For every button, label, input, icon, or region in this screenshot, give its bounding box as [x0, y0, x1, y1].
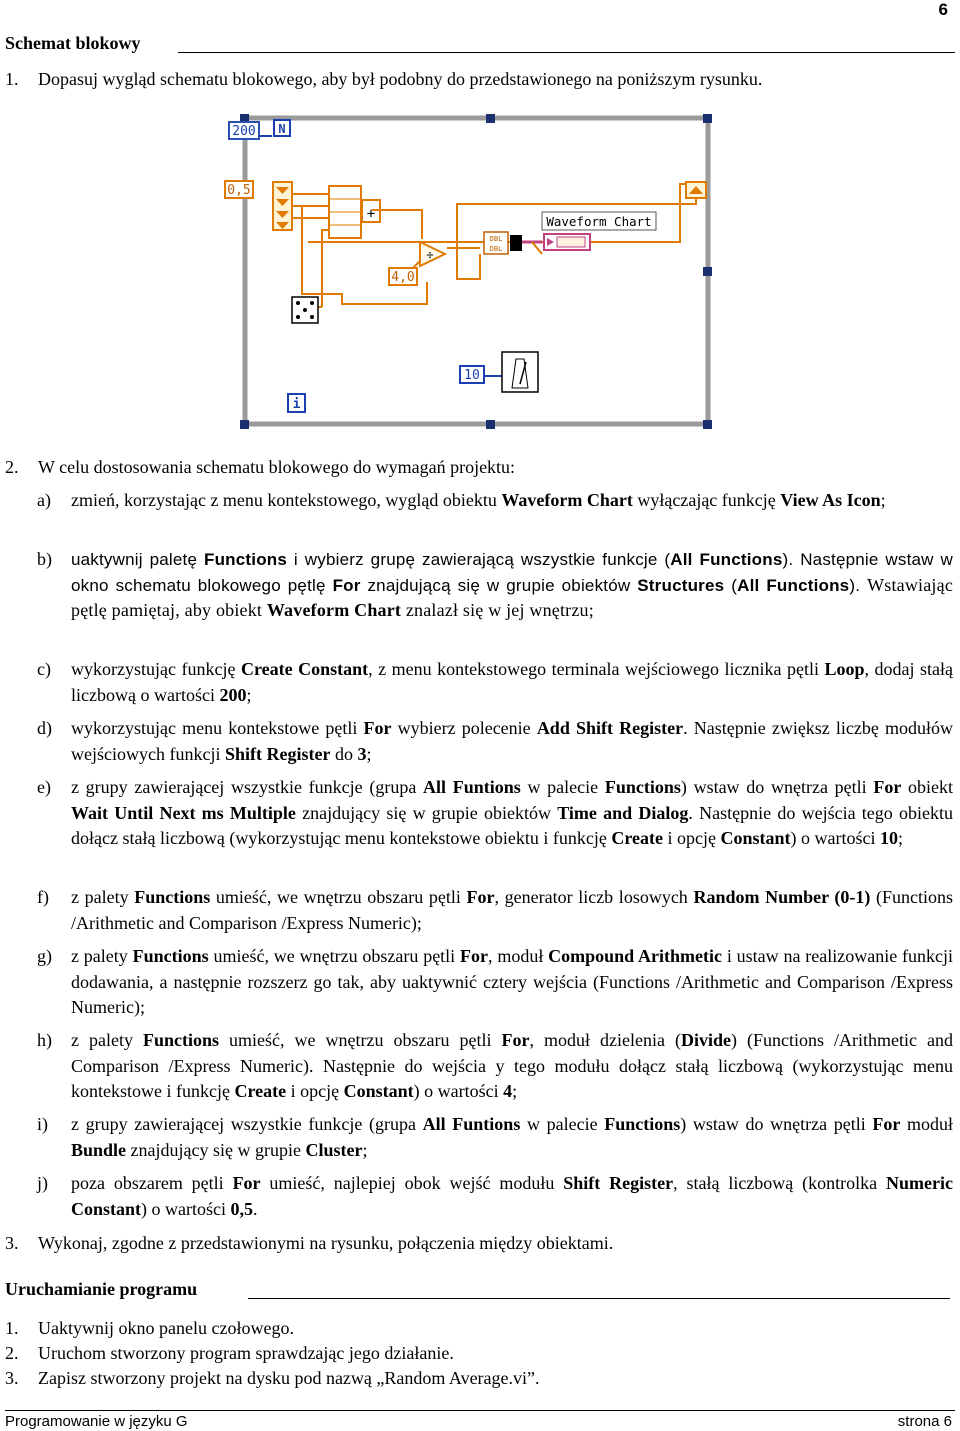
item3-text: Wykonaj, zgodne z przedstawionymi na rysunku, połączenia między obiektami. [38, 1233, 614, 1253]
page-number: 6 [938, 0, 948, 19]
random-number-node [292, 297, 318, 323]
divide-node [420, 242, 445, 266]
item1-text: Dopasuj wygląd schematu blokowego, aby był podobny do przedstawionego na poniższym rysunku. [38, 69, 763, 89]
footer-rule [5, 1410, 955, 1411]
loop-count-label: N [278, 122, 286, 136]
shift-register-left [273, 182, 292, 230]
waveform-chart-label: Waveform Chart [546, 214, 652, 229]
const-10-label: 10 [464, 368, 480, 383]
footer-title: Programowanie w języku G [5, 1413, 188, 1430]
item2j-label: j) [37, 1173, 48, 1193]
step-text: Uaktywnij okno panelu czołowego. [38, 1318, 294, 1338]
item2h-label: h) [37, 1030, 52, 1050]
item2-intro: W celu dostosowania schematu blokowego do wymagań projektu: [38, 457, 516, 477]
section-title-uruchamianie: Uruchamianie programu [5, 1279, 198, 1299]
item2d-label: d) [37, 718, 52, 738]
svg-text:÷: ÷ [426, 248, 434, 262]
step-text: Zapisz stworzony projekt na dysku pod nazwą „Random Average.vi”. [38, 1368, 540, 1388]
item3-number: 3. [5, 1233, 19, 1253]
item2b-text: uaktywnij paletę Functions i wybierz grupę zawierającą wszystkie funkcje (All Functions). Następnie wstaw w okno schematu blokowego pętlę For znajdującą się w grupie obiektów Structures (All Functions). Wstawiając pętlę pamiętaj, aby obiekt Waveform Chart znalazł się w jej wnętrzu; [71, 550, 954, 620]
section-title-schemat: Schemat blokowy [5, 33, 141, 53]
section-rule [248, 1298, 950, 1299]
step-number: 3. [5, 1368, 19, 1388]
item2a-label: a) [37, 490, 51, 510]
compound-arithmetic-node [329, 186, 380, 238]
svg-text:DBL: DBL [489, 235, 503, 243]
item2f-text: z palety Functions umieść, we wnętrzu obszaru pętli For, generator liczb losowych Random Number (0-1) (Functions /Arithmetic and Comparison /Express Numeric); [71, 887, 954, 933]
item2a-text: zmień, korzystając z menu kontekstowego, wygląd obiektu Waveform Chart wyłączając funkcję View As Icon; [71, 490, 886, 510]
footer-page: strona 6 [897, 1413, 952, 1430]
item2c-text: wykorzystując funkcję Create Constant, z menu kontekstowego terminala wejściowego licznika pętli Loop, dodaj stałą liczbową o wartości 200; [71, 659, 953, 705]
loop-iteration-label: i [292, 397, 301, 412]
item2c-label: c) [37, 659, 51, 679]
block-diagram-figure [222, 114, 712, 432]
shift-register-right [686, 182, 706, 198]
item2i-text: z grupy zawierającej wszystkie funkcje (grupa All Funtions w palecie Functions) wstaw do wnętrza pętli For moduł Bundle znajdujący się w grupie Cluster; [71, 1114, 954, 1160]
item2e-text: z grupy zawierającej wszystkie funkcje (grupa All Funtions w palecie Functions) wstaw do wnętrza pętli For obiekt Wait Until Next ms Multiple znajdujący się w grupie obiektów Time and Dialog. Następnie do wejścia tego obiektu dołącz stałą liczbową (wykorzystując menu kontekstowe obiektu i funkcję Create i opcję Constant) o wartości 10; [71, 777, 954, 848]
item2b-label: b) [37, 549, 52, 569]
item2e-label: e) [37, 777, 51, 797]
wait-metronome-node [502, 352, 538, 392]
item2g-label: g) [37, 946, 52, 966]
item2-number: 2. [5, 457, 19, 477]
section-rule [178, 52, 955, 53]
bundle-node [484, 232, 522, 254]
const-05-label: 0,5 [227, 183, 251, 198]
svg-text:DBL: DBL [489, 245, 503, 253]
svg-text:+: + [366, 206, 376, 222]
step-text: Uruchom stworzony program sprawdzając jego działanie. [38, 1343, 454, 1363]
item2j-text: poza obszarem pętli For umieść, najlepiej obok wejść modułu Shift Register, stałą liczbową (kontrolka Numeric Constant) o wartości 0,5. [71, 1173, 954, 1219]
step-number: 2. [5, 1343, 19, 1363]
item2f-label: f) [37, 887, 49, 907]
item1-number: 1. [5, 69, 19, 89]
const-200-label: 200 [232, 124, 256, 139]
item2i-label: i) [37, 1114, 48, 1134]
item2d-text: wykorzystując menu kontekstowe pętli For wybierz polecenie Add Shift Register. Następnie zwiększ liczbę modułów wejściowych funkcji Shift Register do 3; [71, 718, 954, 764]
item2g-text: z palety Functions umieść, we wnętrzu obszaru pętli For, moduł Compound Arithmetic i ustaw na realizowanie funkcji dodawania, a następnie rozszerz go tak, aby uaktywnić cztery wejścia (Functions /Arithmetic and Comparison /Express Numeric); [71, 946, 954, 1017]
item2h-text: z palety Functions umieść, we wnętrzu obszaru pętli For, moduł dzielenia (Divide) (Functions /Arithmetic and Comparison /Express Numeric). Następnie do wejścia y tego modułu dołącz stałą liczbową (wykorzystując menu kontekstowe i funkcję Create i opcję Constant) o wartości 4; [71, 1030, 954, 1101]
waveform-chart-terminal [544, 234, 590, 250]
step-number: 1. [5, 1318, 19, 1338]
const-40-label: 4,0 [391, 270, 415, 285]
